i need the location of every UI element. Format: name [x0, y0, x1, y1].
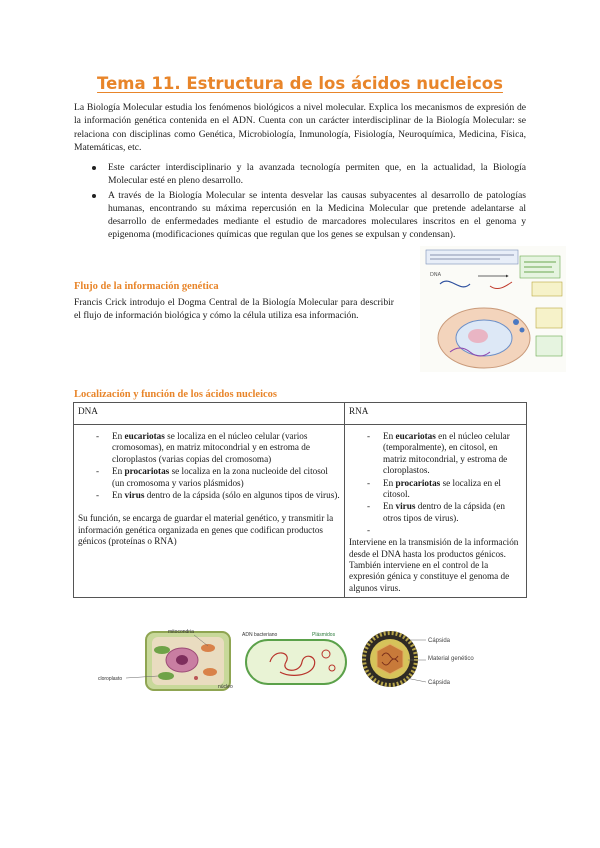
list-item: - En eucariotas en el núcleo celular (temporalmente), en citosol, en matriz mitocondrial, y estroma de cloroplastos. — [367, 431, 510, 476]
list-item: - En procariotas se localiza en la zona nucleoide del citosol (un cromosoma y varios plásmidos) — [96, 466, 328, 488]
page-title: Tema 11. Estructura de los ácidos nucleicos — [97, 74, 503, 93]
intro-paragraph: La Biología Molecular estudia los fenómenos biológicos a nivel molecular. Explica los mecanismos de expresión de la información genética contenida en el ADN. Cuenta con un carácter interdisciplinar de la Biología Molecular: se relaciona con disciplinas como Genética, Microbiología, Inmunología, Fisiología, Neuroquímica, Medicina, Física, Matemáticas, etc. — [74, 102, 526, 153]
flow-text: Francis Crick introdujo el Dogma Central de la Biología Molecular para describir el flujo de información biológica y cómo la célula utiliza esa información. — [74, 297, 394, 322]
label-mitochondria: mitocondria — [168, 629, 194, 635]
column-header-rna: RNA — [345, 403, 527, 425]
rna-cell — [345, 425, 527, 598]
column-header-dna: DNA — [74, 403, 345, 425]
list-item: - En virus dentro de la cápsida (sólo en algunos tipos de virus). — [96, 490, 340, 501]
list-item: - En virus dentro de la cápsida (en otros tipos de virus). — [367, 501, 505, 523]
list-item: - En procariotas se localiza en el citosol. — [367, 477, 501, 500]
nucleic-acid-table — [73, 402, 527, 598]
bullet-item: A través de la Biología Molecular se intenta desvelar las causas subyacentes al desarrollo de patologías humanas, encontrando su máxima repercusión en la Medicina Molecular que pretende adelantarse al desarrollo de enfermedades mediante el estudio de marcadores moleculares inscritos en el genoma y epigenoma (modificaciones químicas que regulan que los genes se expulsan y condensan). — [74, 189, 526, 242]
bacteria-figure — [240, 628, 350, 690]
list-item: - En eucariotas se localiza en el núcleo celular (varios cromosomas), en matriz mitocondrial y en estroma de cloroplastos (varias copias del cromosoma) — [96, 431, 310, 464]
table-heading: Localización y función de los ácidos nucleicos — [74, 389, 278, 400]
dna-function: Su función, se encarga de guardar el material genético, y transmitir la información genética organizada en genes que codifican productos génicos (proteínas o RNA) — [78, 513, 334, 547]
label-chloroplast: cloroplasto — [98, 676, 123, 682]
virus-figure — [360, 626, 490, 692]
label-plasmids: Plásmidos — [312, 632, 336, 638]
label-capsid-bottom: Cápsida — [428, 680, 451, 686]
bullet-list — [74, 161, 526, 242]
label-genetic-material: Material genético — [428, 656, 474, 662]
plant-cell-figure — [96, 626, 236, 692]
rna-function: Interviene en la transmisión de la información desde el DNA hasta los productos génicos. También interviene en el control de la expresión génica y constituye el genoma de algunos virus. — [349, 537, 519, 593]
flow-heading: Flujo de la información genética — [74, 281, 219, 292]
bullet-item: Este carácter interdisciplinario y la avanzada tecnología permiten que, en la actualidad, la Biología Molecular esté en pleno desarrollo. — [74, 161, 526, 188]
dna-cell — [74, 425, 345, 598]
central-dogma-figure — [420, 246, 566, 372]
label-bacterial-dna: ADN bacteriano — [242, 632, 278, 638]
svg-text:DNA: DNA — [430, 272, 442, 278]
label-nucleus: núcleo — [218, 684, 233, 690]
label-capsid: Cápsida — [428, 638, 451, 644]
list-item: - — [367, 525, 371, 536]
